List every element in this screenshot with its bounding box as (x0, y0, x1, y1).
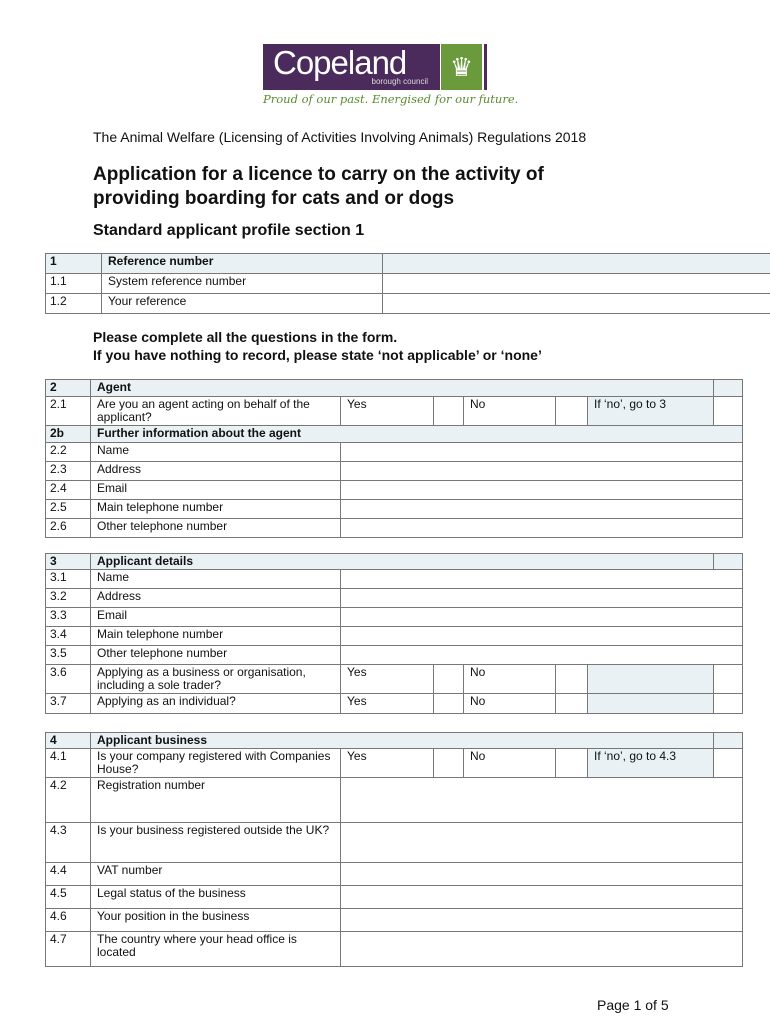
blank-cell (714, 397, 743, 426)
section-header: Applicant details (91, 554, 714, 570)
yes-checkbox[interactable] (434, 397, 464, 426)
table-row (46, 380, 743, 397)
row-number: 4.4 (46, 863, 91, 886)
blank-cell (714, 694, 743, 714)
row-label: Legal status of the business (91, 886, 341, 909)
row-label: System reference number (102, 274, 383, 294)
yes-label: Yes (341, 397, 434, 426)
answer-field[interactable] (341, 570, 743, 589)
answer-field[interactable] (341, 627, 743, 646)
applicant-details-table (45, 553, 743, 714)
row-number: 3.5 (46, 646, 91, 665)
row-number: 3.3 (46, 608, 91, 627)
instructions: Please complete all the questions in the form. If you have nothing to record, please state ‘not applicable’ or ‘none’ (93, 329, 542, 363)
row-label: Reference number (102, 254, 383, 274)
row-label: Email (91, 608, 341, 627)
row-number: 2.6 (46, 519, 91, 538)
row-number: 4 (46, 733, 91, 749)
copeland-logo (263, 44, 519, 114)
section-header: Applicant business (91, 733, 714, 749)
agent-table (45, 379, 743, 538)
row-number: 4.7 (46, 932, 91, 967)
table-row (46, 254, 770, 274)
row-number: 3.2 (46, 589, 91, 608)
table-row (46, 570, 743, 589)
row-label: Is your business registered outside the UK? (91, 823, 341, 863)
row-label: The country where your head office is located (91, 932, 341, 967)
row-number: 3.6 (46, 665, 91, 694)
instruction-note (588, 665, 714, 694)
table-row (46, 397, 743, 426)
regulation-title: The Animal Welfare (Licensing of Activities Involving Animals) Regulations 2018 (93, 129, 587, 145)
row-label: Your position in the business (91, 909, 341, 932)
row-number: 3.4 (46, 627, 91, 646)
row-label: Other telephone number (91, 646, 341, 665)
answer-field[interactable] (341, 863, 743, 886)
row-number: 4.2 (46, 778, 91, 823)
no-checkbox[interactable] (556, 749, 588, 778)
no-checkbox[interactable] (556, 665, 588, 694)
table-row (46, 694, 743, 714)
row-label: Name (91, 443, 341, 462)
section-heading: Standard applicant profile section 1 (93, 222, 365, 239)
table-row (46, 274, 770, 294)
table-row (46, 627, 743, 646)
row-number: 3 (46, 554, 91, 570)
row-label: Your reference (102, 294, 383, 314)
blank-cell (714, 749, 743, 778)
row-number: 2.5 (46, 500, 91, 519)
answer-field[interactable] (383, 254, 770, 274)
row-label: Name (91, 570, 341, 589)
table-row (46, 500, 743, 519)
logo-tagline: Proud of our past. Energised for our future. (263, 92, 519, 106)
answer-field[interactable] (341, 519, 743, 538)
answer-field[interactable] (341, 500, 743, 519)
instruction-note: If ‘no’, go to 4.3 (588, 749, 714, 778)
row-label: Main telephone number (91, 500, 341, 519)
answer-field[interactable] (383, 274, 770, 294)
table-row (46, 646, 743, 665)
yes-checkbox[interactable] (434, 665, 464, 694)
row-number: 4.1 (46, 749, 91, 778)
no-label: No (464, 694, 556, 714)
row-number: 2.1 (46, 397, 91, 426)
answer-field[interactable] (341, 932, 743, 967)
answer-field[interactable] (341, 778, 743, 823)
instruction-note (588, 694, 714, 714)
table-row (46, 733, 743, 749)
answer-field[interactable] (341, 823, 743, 863)
row-number: 1 (46, 254, 102, 274)
table-row (46, 932, 743, 967)
table-row (46, 749, 743, 778)
crest-icon: ♛ (441, 44, 482, 90)
yes-label: Yes (341, 749, 434, 778)
row-number: 4.3 (46, 823, 91, 863)
row-label: Applying as a business or organisation, including a sole trader? (91, 665, 341, 694)
page-number: Page 1 of 5 (597, 997, 669, 1013)
row-label: Address (91, 589, 341, 608)
row-label: Other telephone number (91, 519, 341, 538)
row-label: Address (91, 462, 341, 481)
answer-field[interactable] (341, 886, 743, 909)
answer-field[interactable] (341, 443, 743, 462)
row-number: 1.2 (46, 294, 102, 314)
row-number: 2.3 (46, 462, 91, 481)
table-row (46, 462, 743, 481)
no-label: No (464, 665, 556, 694)
yes-label: Yes (341, 665, 434, 694)
table-row (46, 665, 743, 694)
yes-checkbox[interactable] (434, 694, 464, 714)
table-row (46, 608, 743, 627)
header-cell (714, 554, 743, 570)
answer-field[interactable] (341, 646, 743, 665)
row-label: Applying as an individual? (91, 694, 341, 714)
answer-field[interactable] (383, 294, 770, 314)
page-title: Application for a licence to carry on the activity of providing boarding for cats and or dogs (93, 164, 544, 209)
table-row (46, 426, 743, 443)
row-label: Are you an agent acting on behalf of the applicant? (91, 397, 341, 426)
applicant-business-table (45, 732, 743, 967)
row-number: 2b (46, 426, 91, 443)
yes-label: Yes (341, 694, 434, 714)
answer-field[interactable] (341, 481, 743, 500)
no-label: No (464, 397, 556, 426)
blank-cell (714, 665, 743, 694)
reference-table (45, 253, 770, 314)
no-checkbox[interactable] (556, 397, 588, 426)
answer-field[interactable] (341, 909, 743, 932)
table-row (46, 554, 743, 570)
table-row (46, 778, 743, 823)
logo-name: Copeland (273, 44, 407, 81)
row-label: Main telephone number (91, 627, 341, 646)
table-row (46, 589, 743, 608)
header-cell (714, 380, 743, 397)
row-number: 2 (46, 380, 91, 397)
table-row (46, 481, 743, 500)
row-label: Email (91, 481, 341, 500)
table-row (46, 886, 743, 909)
row-number: 2.2 (46, 443, 91, 462)
table-row (46, 294, 770, 314)
instruction-note: If ‘no’, go to 3 (588, 397, 714, 426)
row-number: 1.1 (46, 274, 102, 294)
no-checkbox[interactable] (556, 694, 588, 714)
row-number: 4.6 (46, 909, 91, 932)
row-number: 2.4 (46, 481, 91, 500)
table-row (46, 519, 743, 538)
section-header: Agent (91, 380, 714, 397)
table-row (46, 909, 743, 932)
row-label: Registration number (91, 778, 341, 823)
yes-checkbox[interactable] (434, 749, 464, 778)
table-row (46, 443, 743, 462)
section-header: Further information about the agent (91, 426, 743, 443)
no-label: No (464, 749, 556, 778)
answer-field[interactable] (341, 589, 743, 608)
answer-field[interactable] (341, 608, 743, 627)
row-label: Is your company registered with Companies House? (91, 749, 341, 778)
logo-sub: borough council (371, 77, 428, 86)
header-cell (714, 733, 743, 749)
table-row (46, 823, 743, 863)
row-number: 3.7 (46, 694, 91, 714)
table-row (46, 863, 743, 886)
answer-field[interactable] (341, 462, 743, 481)
row-number: 3.1 (46, 570, 91, 589)
row-label: VAT number (91, 863, 341, 886)
row-number: 4.5 (46, 886, 91, 909)
